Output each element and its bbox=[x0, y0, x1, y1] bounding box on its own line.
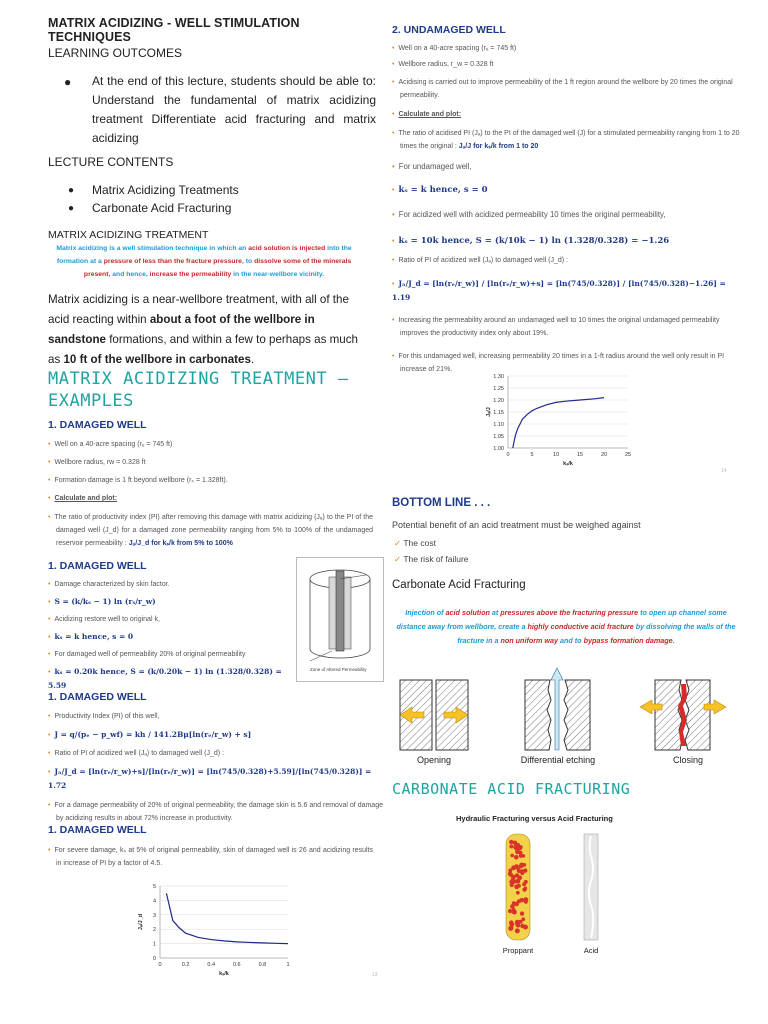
fracture-diagram bbox=[390, 660, 750, 772]
page-number: 13 bbox=[372, 972, 378, 978]
wellbore-figure bbox=[296, 557, 384, 682]
proppant-grain bbox=[509, 873, 513, 877]
diagram-label: Differential etching bbox=[520, 755, 596, 765]
proppant-grain bbox=[510, 904, 515, 909]
flow-arrow-icon bbox=[551, 668, 563, 750]
y-tick-label: 1.05 bbox=[493, 434, 504, 440]
proppant-grain bbox=[517, 868, 521, 872]
dw1-bullets: • Well on a 40-acre spacing (rₑ = 745 ft) • Wellbore radius, rw = 0.328 ft • Formation damage is 1 ft beyond wellbore (rₛ = 1.328ft). • Calculate and plot: • The ratio of productivity index (PI) after removing this damage with matrix acidizing (Jₐ) to the PI of the damaged well (J_d) for a damaged zone permeability ranging from 5% to 100% of the undamaged reservoir permeability : Jₐ/J_d for kₛ/k from 5% to 100% bbox=[48, 441, 373, 547]
x-axis-label: kₛ/k bbox=[219, 971, 229, 977]
x-tick-label: 10 bbox=[552, 452, 560, 458]
x-axis-label: kₛ/k bbox=[563, 461, 573, 467]
proppant-grain bbox=[511, 865, 516, 870]
proppant-grain bbox=[514, 855, 519, 860]
y-tick-label: 5 bbox=[152, 884, 156, 890]
learning-outcomes-text: At the end of this lecture, students should be able to: Understand the fundamental of matrix acidizing treatment Differentiate acid fracturing and matrix acidizing bbox=[92, 74, 376, 145]
proppant-grain bbox=[520, 924, 524, 928]
acid-fracture-body bbox=[584, 834, 598, 940]
proppant-grain bbox=[514, 845, 519, 850]
y-tick-label: 1 bbox=[152, 941, 156, 948]
caf2-subtitle: Hydraulic Fracturing versus Acid Fracturing bbox=[456, 814, 613, 823]
proppant-grain bbox=[510, 854, 514, 858]
x-tick-label: 5 bbox=[530, 452, 534, 458]
check-icon: ✓ bbox=[394, 554, 402, 564]
proppant-grain bbox=[516, 891, 520, 895]
y-tick-label: 2 bbox=[152, 927, 156, 934]
y-tick-label: 3 bbox=[152, 912, 156, 919]
matrix-acidizing-heading: MATRIX ACIDIZING TREATMENT bbox=[48, 229, 209, 241]
y-axis-label: Jₐ/J bbox=[486, 407, 492, 417]
proppant-grain bbox=[508, 909, 512, 913]
x-tick-label: 0.4 bbox=[207, 962, 216, 968]
damaged-well-heading: 1. DAMAGED WELL bbox=[48, 560, 147, 572]
damaged-well-heading: 1. DAMAGED WELL bbox=[48, 419, 147, 431]
dw2-bullets: • Damage characterized by skin factor. • S = (k/kₛ − 1) ln (rₛ/r_w) • Acidizing restore well to original k, • kₛ = k hence, s = 0 • For damaged well of permeability 20% of original permeability • kₛ = 0.20k hence, S = (k/0.20k − 1) ln (1.328/0.328) = 5.59 bbox=[48, 581, 282, 690]
bullet: ● bbox=[68, 185, 75, 196]
caf-heading: Carbonate Acid Fracturing bbox=[392, 579, 526, 591]
intro-paragraph: Matrix acidizing is a near-wellbore treatment, with all of the acid reacting within about a foot of the wellbore in sandstone formations, and within a few to perhaps as much as 10 ft of the wellbore in carbonates. bbox=[48, 293, 358, 366]
x-tick-label: 0 bbox=[158, 962, 162, 968]
dw4-bullets: • For severe damage, kₛ at 5% of original permeability, skin of damaged well is 26 and acidizing results in increase of PI by a factor of 4.5. bbox=[48, 847, 373, 867]
series-line bbox=[513, 398, 604, 448]
bottom-line-heading: BOTTOM LINE . . . bbox=[392, 497, 491, 509]
damaged-well-heading: 1. DAMAGED WELL bbox=[48, 824, 147, 836]
y-tick-label: 1.25 bbox=[493, 386, 504, 392]
closing-diagram bbox=[640, 680, 726, 765]
damaged-well-heading: 1. DAMAGED WELL bbox=[48, 691, 147, 703]
y-tick-label: 1.20 bbox=[493, 398, 504, 404]
proppant-grain bbox=[513, 840, 518, 845]
proppant-grain bbox=[509, 844, 513, 848]
y-tick-label: 0 bbox=[152, 956, 156, 962]
proppant-grain bbox=[517, 899, 521, 903]
caf-definition: Injection of acid solution at pressures above the fracturing pressure to open up channel some distance away from wellbore, create a highly conductive acid fracture by dissolving the walls of the fracture in a non uniform way and to bypass formation damage. bbox=[396, 608, 736, 645]
bottom-line-list: ✓ The cost ✓ The risk of failure bbox=[394, 538, 469, 564]
proppant-grain bbox=[510, 883, 514, 887]
x-tick-label: 0.2 bbox=[181, 962, 190, 968]
rock-block bbox=[655, 680, 682, 750]
proppant-fracture bbox=[503, 834, 534, 955]
proppant-vs-acid-figure bbox=[484, 828, 624, 960]
etching-diagram bbox=[521, 668, 595, 765]
y-tick-label: 1.15 bbox=[493, 410, 504, 416]
y-axis-label: Jₐ/J_d bbox=[138, 913, 144, 931]
figure-label: Acid bbox=[583, 946, 599, 955]
proppant-grain bbox=[524, 900, 528, 904]
proppant-grain bbox=[512, 910, 517, 915]
diagram-label: Opening bbox=[416, 755, 452, 765]
proppant-grain bbox=[515, 921, 520, 926]
learning-outcomes-heading: LEARNING OUTCOMES bbox=[48, 46, 183, 60]
figure-label: Proppant bbox=[502, 946, 534, 955]
diagram-label: Closing bbox=[672, 755, 704, 765]
proppant-grain bbox=[515, 873, 519, 877]
y-tick-label: 1.10 bbox=[493, 422, 504, 428]
bullet: ● bbox=[68, 203, 75, 214]
lecture-contents-heading: LECTURE CONTENTS bbox=[48, 155, 174, 169]
bottom-line-text: Potential benefit of an acid treatment must be weighed against bbox=[392, 520, 641, 530]
acid-fracture bbox=[584, 834, 599, 955]
check-icon: ✓ bbox=[394, 538, 402, 548]
series-line bbox=[166, 893, 288, 943]
proppant-grain bbox=[519, 854, 523, 858]
chart-undamaged-well bbox=[472, 368, 642, 473]
x-tick-label: 0.8 bbox=[258, 962, 267, 968]
x-tick-label: 20 bbox=[600, 452, 608, 458]
x-tick-label: 25 bbox=[624, 452, 632, 458]
undamaged-well-heading: 2. UNDAMAGED WELL bbox=[392, 24, 506, 36]
proppant-grain bbox=[515, 879, 519, 883]
lecture-item: Matrix Acidizing Treatments bbox=[92, 183, 239, 197]
right-page bbox=[384, 0, 768, 1024]
bullet: ● bbox=[64, 75, 72, 89]
rock-block bbox=[685, 680, 710, 750]
caf2-heading: CARBONATE ACID FRACTURING bbox=[392, 780, 631, 798]
rock-block bbox=[564, 680, 590, 750]
chart-damaged-well bbox=[130, 878, 310, 978]
y-tick-label: 1.00 bbox=[493, 446, 504, 452]
proppant-grain bbox=[514, 884, 519, 889]
proppant-grain bbox=[520, 911, 524, 915]
x-tick-label: 15 bbox=[576, 452, 584, 458]
opening-diagram bbox=[400, 680, 468, 765]
proppant-grain bbox=[522, 882, 526, 886]
uw-bullets: • Well on a 40-acre spacing (rₑ = 745 ft) • Wellbore radius, r_w = 0.328 ft • Acidising is carried out to improve permeability of the 1 ft region around the wellbore by 20 times the original permeability. • Calculate and plot: • The ratio of acidised PI (Jₐ) to the PI of the damaged well (J) for a stimulated permeability ranging from 1 to 20 times the original : Jₐ/J for kₛ/k from 1 to 20 • For undamaged well, • kₛ = k hence, s = 0 • For acidized well with acidized permeability 10 times the original permeability, • kₛ = 10k hence, S = (k/10k − 1) ln (1.328/0.328) = −1.26 • Ratio of PI of acidized well (Jₐ) to damaged well (J_d) : • Jₐ/J_d = [ln(rₑ/r_w)] / [ln(rₑ/r_w)+s] = [ln(745/0.328)] / [ln(745/0.328)−1.26] = 1.19 • Increasing the permeability around an undamaged well to 10 times the original undamaged permeability improves the productivity index only about 19%. • For this undamaged well, increasing permeability 20 times in a 1-ft radius around the well only result in PI increase of 21%. bbox=[392, 45, 740, 373]
proppant-grain bbox=[510, 922, 515, 927]
definition-text: Matrix acidizing is a well stimulation technique in which an acid solution is injected into the formation at a pressure of less than the fracture pressure, to dissolve some of the minerals present, and hence, increase the permeability in the near-wellbore vicinity. bbox=[56, 245, 352, 278]
examples-heading: MATRIX ACIDIZING TREATMENT – EXAMPLES bbox=[48, 369, 349, 411]
y-tick-label: 1.30 bbox=[493, 374, 504, 380]
x-tick-label: 0 bbox=[506, 452, 510, 458]
page-title: MATRIX ACIDIZING - WELL STIMULATION TECHNIQUES bbox=[48, 16, 300, 44]
lecture-item: Carbonate Acid Fracturing bbox=[92, 201, 232, 215]
x-tick-label: 0.6 bbox=[232, 962, 241, 968]
y-tick-label: 4 bbox=[152, 898, 156, 905]
wellbore bbox=[336, 571, 344, 651]
rock-block bbox=[525, 680, 551, 750]
proppant-grain bbox=[524, 887, 528, 891]
dw3-bullets: • Productivity Index (PI) of this well, • J = q/(pₑ − p_wf) = kh / 141.2Bμ[ln(rₑ/r_w) + s] • Ratio of PI of acidized well (Jₐ) to damaged well (J_d) : • Jₐ/J_d = [ln(rₑ/r_w)+s]/[ln(rₑ/r_w)] = [ln(745/0.328)+5.59]/[ln(745/0.328)] = 1.72 • For a damage permeability of 20% of original permeability, the damage skin is 5.6 and removal of damage by acidizing results in about 72% increase in productivity. bbox=[48, 713, 383, 822]
x-tick-label: 1 bbox=[286, 962, 290, 968]
proppant-grain bbox=[521, 917, 525, 921]
page-number: 14 bbox=[721, 468, 727, 474]
proppant-grain bbox=[515, 928, 520, 933]
proppant-grain bbox=[523, 863, 527, 867]
figure-caption: Zone of Altered Permeability bbox=[310, 667, 367, 672]
